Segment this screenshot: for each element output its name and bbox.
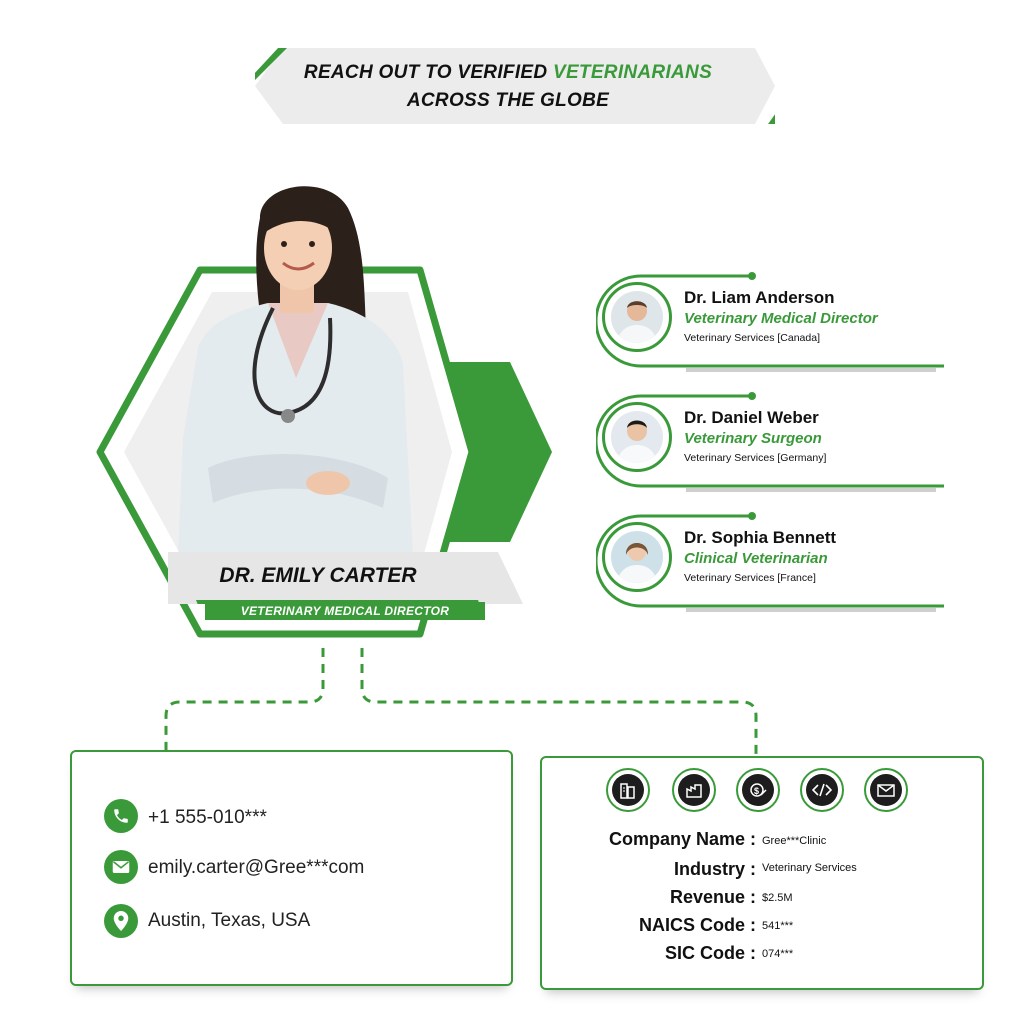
field-label-naics-code: NAICS Code : [639,915,756,935]
doctor-avatar-icon [611,531,663,583]
contact-location: Austin, Texas, USA [148,910,311,931]
header-banner [255,48,775,124]
field-label-industry: Industry : [673,859,756,879]
main-doctor-photo [168,178,413,556]
banner-headline-highlight: VETERINARIANS [552,62,713,83]
revenue-icon[interactable] [736,768,780,812]
email-icon [104,850,138,884]
doctor-card-sophia-bennett[interactable] [596,512,946,604]
main-doctor-name: DR. EMILY CARTER [219,564,417,587]
contact-info-box [70,750,513,986]
field-value-industry: Veterinary Services [762,862,857,874]
contact-email[interactable]: emily.carter@Gree***com [148,857,365,878]
field-label-sic-code: SIC Code : [664,943,756,963]
card-name: Dr. Daniel Weber [684,408,819,427]
card-role: Clinical Veterinarian [684,550,828,567]
company-info-box [540,756,984,990]
sic-mail-icon[interactable] [864,768,908,812]
card-name: Dr. Liam Anderson [684,288,835,307]
field-value-naics-code: 541*** [762,920,794,932]
location-pin-icon [104,904,138,938]
card-subtitle: Veterinary Services [Canada] [684,332,820,344]
banner-headline-prefix: REACH OUT TO VERIFIED [303,62,553,83]
avatar [602,402,672,472]
phone-icon [104,799,138,833]
doctor-avatar-icon [611,411,663,463]
avatar [602,282,672,352]
card-role: Veterinary Medical Director [684,310,878,327]
field-value-revenue: $2.5M [762,892,793,904]
doctor-card-liam-anderson[interactable] [596,272,946,364]
field-value-company-name: Gree***Clinic [762,835,827,847]
building-icon[interactable] [606,768,650,812]
field-value-sic-code: 074*** [762,948,794,960]
card-subtitle: Veterinary Services [France] [684,572,816,584]
industry-icon[interactable] [672,768,716,812]
card-name: Dr. Sophia Bennett [684,528,837,547]
field-label-revenue: Revenue : [669,887,756,907]
card-role: Veterinary Surgeon [684,430,822,447]
doctor-card-daniel-weber[interactable] [596,392,946,484]
doctor-avatar-icon [611,291,663,343]
main-doctor-title: VETERINARY MEDICAL DIRECTOR [205,602,485,620]
contact-phone[interactable]: +1 555-010*** [148,807,267,828]
banner-headline-line2: ACROSS THE GLOBE [406,90,610,111]
banner-headline-line1 [238,62,778,84]
card-subtitle: Veterinary Services [Germany] [684,452,827,464]
dashed-connectors [0,640,1024,760]
code-icon[interactable] [800,768,844,812]
avatar [602,522,672,592]
svg-text:$: $ [754,786,760,796]
field-label-company-name: Company Name : [608,829,756,849]
